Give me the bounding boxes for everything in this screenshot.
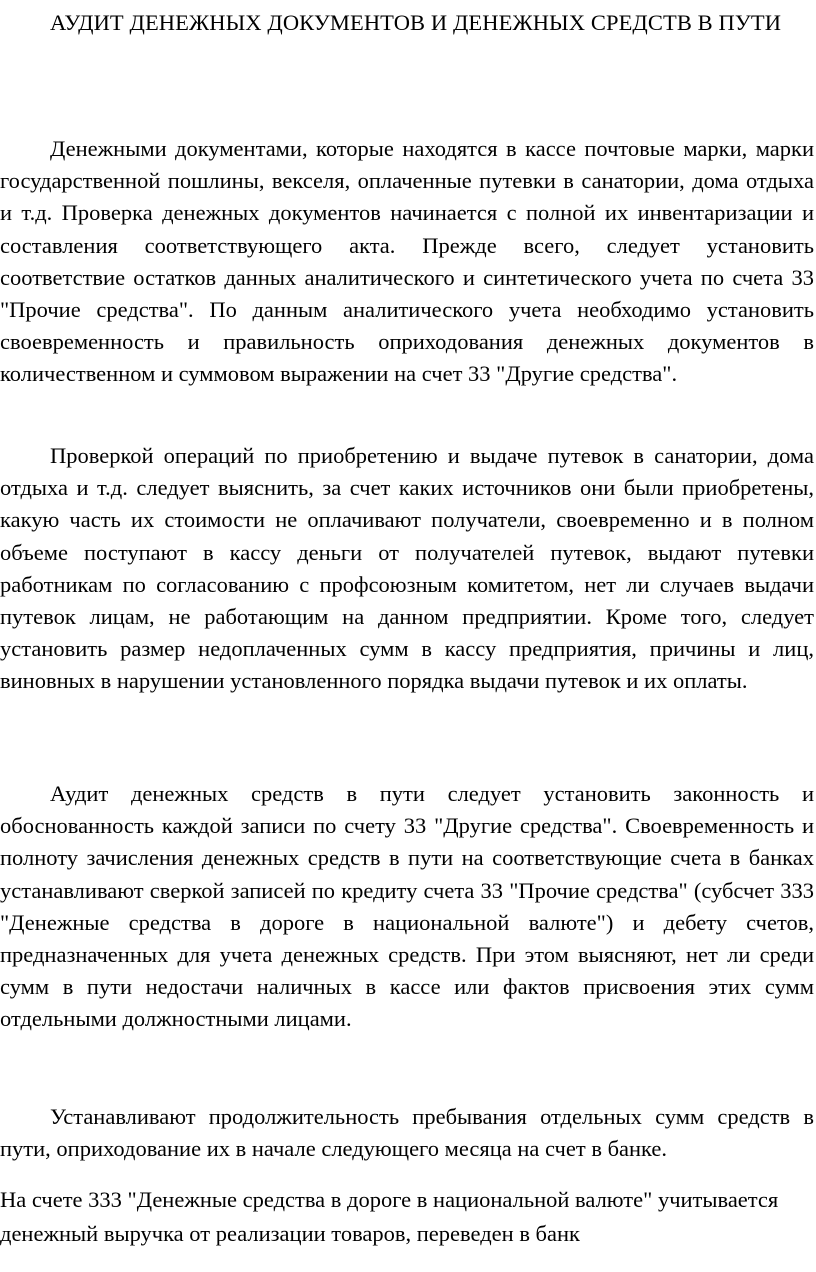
paragraph-monetary-documents: Денежными документами, которые находятся в кассе почтовые марки, марки государственной пошлины, векселя, оплаченные путевки в санатории, дома отдыха и т.д. Проверка денежных документов начинается с полной их инвентаризации и составления соответствующего акта. Прежде всего, следует установить соответствие остатков данных аналитического и синтетического учета по счета 33 "Прочие средства". По данным аналитического учета необходимо установить своевременность и правильность оприходования денежных документов в количественном и суммовом выражении на счет 33 "Другие средства".	[0, 136, 814, 387]
document-title: АУДИТ ДЕНЕЖНЫХ ДОКУМЕНТОВ И ДЕНЕЖНЫХ СРЕДСТВ В ПУТИ	[50, 10, 782, 35]
paragraph-cash-in-transit-audit: Аудит денежных средств в пути следует установить законность и обоснованность каждой записи по счету 33 "Другие средства". Своевременность и полноту зачисления денежных средств в пути на соответствующие счета в банках устанавливают сверкой записей по кредиту счета 33 "Прочие средства" (субсчет 333 "Денежные средства в дороге в национальной валюте") и дебету счетов, предназначенных для учета денежных средств. При этом выясняют, нет ли среди сумм в пути недостачи наличных в кассе или фактов присвоения этих сумм отдельными должностными лицами.	[0, 781, 814, 1032]
paragraph-account-333: На счете 333 "Денежные средства в дороге в национальной валюте" учитывается денежный выручка от реализации товаров, переведен в банк	[0, 1187, 779, 1246]
paragraph-transit-duration: Устанавливают продолжительность пребывания отдельных сумм средств в пути, оприходование их в начале следующего месяца на счет в банке.	[0, 1104, 814, 1162]
paragraph-vouchers-check: Проверкой операций по приобретению и выдаче путевок в санатории, дома отдыха и т.д. следует выяснить, за счет каких источников они были приобретены, какую часть их стоимости не оплачивают получатели, своевременно и в полном объеме поступают в кассу деньги от получателей путевок, выдают путевки работникам по согласованию с профсоюзным комитетом, нет ли случаев выдачи путевок лицам, не работающим на данном предприятии. Кроме того, следует установить размер недоплаченных сумм в кассу предприятия, причины и лиц, виновных в нарушении установленного порядка выдачи путевок и их оплаты.	[0, 443, 814, 694]
